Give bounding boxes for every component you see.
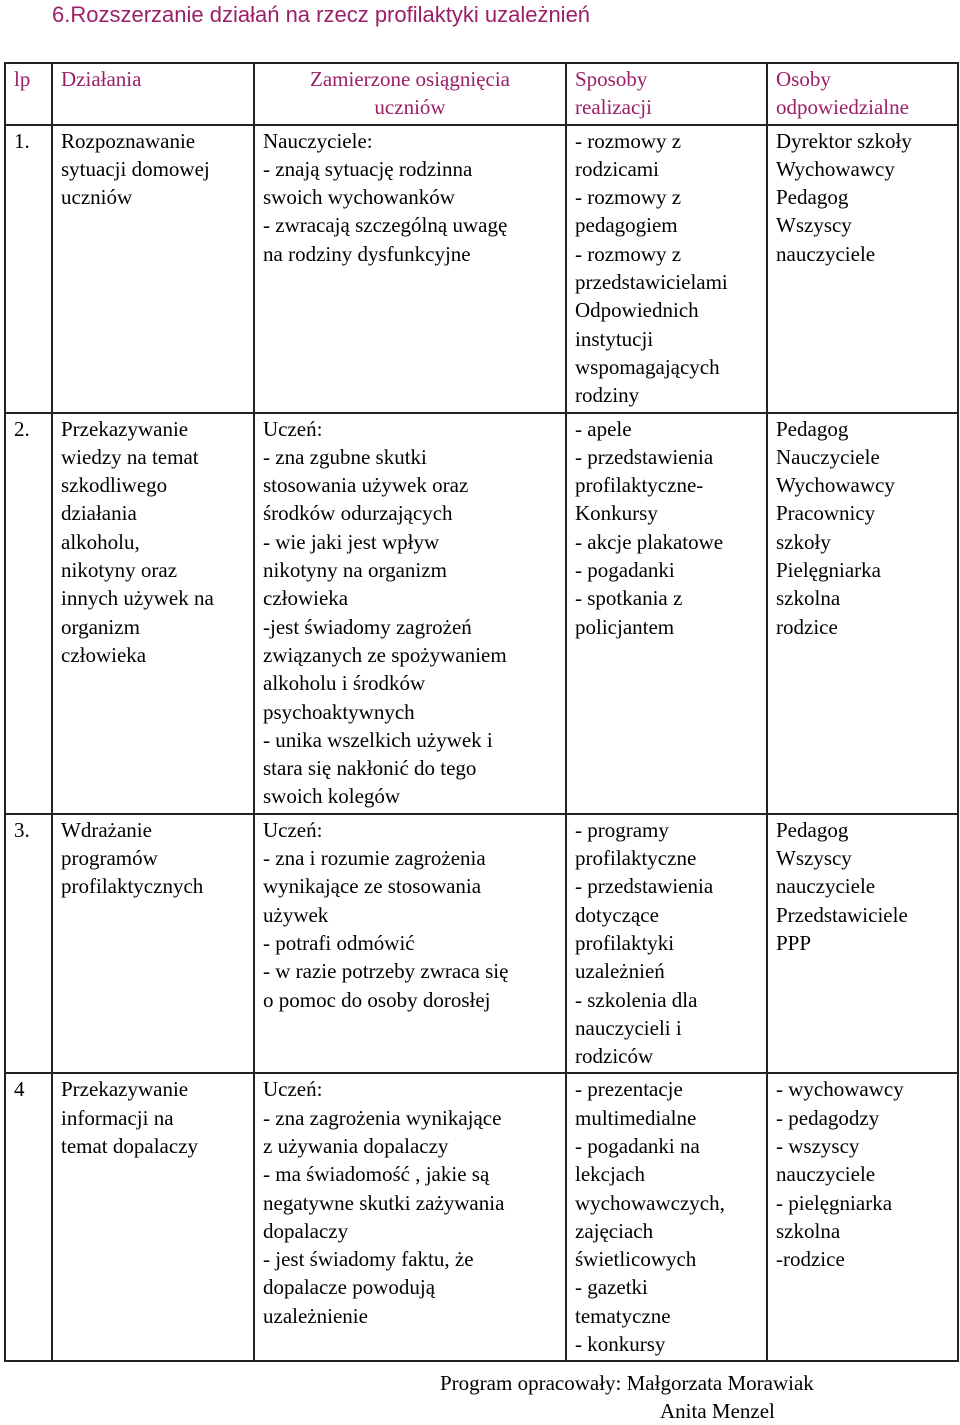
cell-responsible-line: Przedstawiciele <box>776 902 908 927</box>
cell-outcomes-line: swoich wychowanków <box>263 185 455 210</box>
cell-lp-value: 4 <box>14 1077 25 1102</box>
cell-action-line: temat dopalaczy <box>61 1133 199 1158</box>
cell-methods-line: lekcjach <box>575 1162 645 1187</box>
cell-outcomes-line: - ma świadomość , jakie są <box>263 1162 490 1187</box>
cell-responsible-line: Wychowawcy <box>776 156 895 181</box>
cell-outcomes-line: Uczeń: <box>263 1077 323 1102</box>
cell-methods-line: świetlicowych <box>575 1247 697 1272</box>
cell-action-line: Przekazywanie <box>61 1077 189 1102</box>
signature-line-second-author: Anita Menzel <box>660 1399 775 1423</box>
cell-outcomes-line: - jest świadomy faktu, że <box>263 1247 474 1272</box>
cell-action-line: człowieka <box>61 642 147 667</box>
cell-methods-line: - przedstawienia <box>575 874 714 899</box>
cell-methods-line: instytucji <box>575 326 654 351</box>
program-table <box>4 62 959 1362</box>
cell-responsible-line: Pedagog <box>776 416 849 441</box>
cell-methods-line: zajęciach <box>575 1218 654 1243</box>
table-row <box>5 125 958 413</box>
table-row <box>5 413 958 814</box>
cell-action-line: nikotyny oraz <box>61 558 178 583</box>
cell-responsible-line: - pedagodzy <box>776 1105 880 1130</box>
cell-outcomes-line: - zna zgubne skutki <box>263 444 427 469</box>
cell-methods-line: - gazetki <box>575 1275 648 1300</box>
cell-responsible-line: szkolna <box>776 1218 841 1243</box>
cell-outcomes-line: - zna i rozumie zagrożenia <box>263 846 486 871</box>
cell-responsible-line: -rodzice <box>776 1247 845 1272</box>
cell-methods-line: - rozmowy z <box>575 241 682 266</box>
cell-outcomes-line: Uczeń: <box>263 817 323 842</box>
cell-lp-value: 1. <box>14 128 30 153</box>
cell-methods <box>566 125 767 413</box>
cell-responsible <box>767 814 958 1074</box>
cell-action-line: Rozpoznawanie <box>61 128 196 153</box>
cell-action-line: programów <box>61 846 158 871</box>
cell-responsible-line: Pielęgniarka <box>776 558 881 583</box>
cell-methods-line: - rozmowy z <box>575 128 682 153</box>
cell-responsible-line: - pielęgniarka <box>776 1190 893 1215</box>
cell-action-line: alkoholu, <box>61 529 140 554</box>
cell-outcomes-line: psychoaktywnych <box>263 699 415 724</box>
cell-outcomes <box>254 814 566 1074</box>
cell-outcomes-line: o pomoc do osoby dorosłej <box>263 987 491 1012</box>
cell-outcomes-line: -jest świadomy zagrożeń <box>263 614 472 639</box>
cell-methods <box>566 814 767 1074</box>
cell-methods-line: wychowawczych, <box>575 1190 725 1215</box>
cell-outcomes-line: używek <box>263 902 329 927</box>
cell-responsible <box>767 125 958 413</box>
cell-methods <box>566 1073 767 1361</box>
cell-methods-line: uzależnień <box>575 959 665 984</box>
cell-lp-value: 3. <box>14 817 30 842</box>
cell-responsible-line: Nauczyciele <box>776 444 880 469</box>
header-outcomes: Zamierzone osiągnięcia uczniów <box>254 63 566 125</box>
header-lp: lp <box>5 63 52 125</box>
cell-outcomes-line: - wie jaki jest wpływ <box>263 529 440 554</box>
cell-methods-line: profilaktyczne <box>575 846 697 871</box>
signature-line-authors: Program opracowały: Małgorzata Morawiak <box>440 1371 814 1395</box>
cell-action-line: Przekazywanie <box>61 416 189 441</box>
cell-outcomes-line: wynikające ze stosowania <box>263 874 482 899</box>
cell-outcomes-line: związanych ze spożywaniem <box>263 642 507 667</box>
cell-methods-line: - pogadanki <box>575 558 675 583</box>
cell-outcomes-line: - unika wszelkich używek i <box>263 727 493 752</box>
cell-methods-line: - przedstawienia <box>575 444 714 469</box>
cell-methods-line: rodziny <box>575 383 640 408</box>
cell-outcomes-line: stara się nakłonić do tego <box>263 756 477 781</box>
cell-methods-line: dotyczące <box>575 902 659 927</box>
cell-methods-line: rodzicami <box>575 156 659 181</box>
cell-outcomes-line: - zna zagrożenia wynikające <box>263 1105 502 1130</box>
cell-outcomes-line: dopalacze powodują <box>263 1275 436 1300</box>
cell-methods-line: - pogadanki na <box>575 1133 700 1158</box>
cell-methods-line: profilaktyczne- <box>575 473 704 498</box>
cell-action-line: uczniów <box>61 185 133 210</box>
cell-responsible-line: Pedagog <box>776 817 849 842</box>
cell-methods-line: - prezentacje <box>575 1077 683 1102</box>
cell-action <box>52 1073 254 1361</box>
cell-lp <box>5 413 52 814</box>
cell-methods-line: rodziców <box>575 1044 654 1069</box>
cell-outcomes-line: środków odurzających <box>263 501 453 526</box>
cell-outcomes-line: z używania dopalaczy <box>263 1133 449 1158</box>
cell-methods-line: wspomagających <box>575 354 720 379</box>
cell-outcomes-line: Uczeń: <box>263 416 323 441</box>
cell-methods <box>566 413 767 814</box>
cell-methods-line: - konkursy <box>575 1332 666 1357</box>
cell-responsible-line: Wszyscy <box>776 846 852 871</box>
cell-methods-line: Odpowiednich <box>575 298 699 323</box>
page-title: 6.Rozszerzanie działań na rzecz profilaktyki uzależnień <box>52 2 591 27</box>
cell-action-line: działania <box>61 501 137 526</box>
cell-action-line: informacji na <box>61 1105 174 1130</box>
cell-action-line: wiedzy na temat <box>61 444 199 469</box>
cell-outcomes <box>254 413 566 814</box>
cell-responsible-line: - wychowawcy <box>776 1077 904 1102</box>
cell-methods-line: policjantem <box>575 614 675 639</box>
cell-outcomes-line: dopalaczy <box>263 1218 349 1243</box>
cell-outcomes-line: - znają sytuację rodzinna <box>263 156 473 181</box>
cell-responsible-line: PPP <box>776 930 812 955</box>
cell-methods-line: Konkursy <box>575 501 658 526</box>
cell-methods-line: - spotkania z <box>575 586 683 611</box>
cell-methods-line: - szkolenia dla <box>575 987 698 1012</box>
cell-action-line: innych używek na <box>61 586 214 611</box>
cell-action-line: szkodliwego <box>61 473 168 498</box>
cell-methods-line: multimedialne <box>575 1105 697 1130</box>
cell-responsible-line: nauczyciele <box>776 874 876 899</box>
cell-outcomes-line: na rodziny dysfunkcyjne <box>263 241 471 266</box>
signature <box>440 1369 814 1425</box>
cell-methods-line: - programy <box>575 817 669 842</box>
cell-responsible-line: Dyrektor szkoły <box>776 128 912 153</box>
cell-methods-line: tematyczne <box>575 1303 671 1328</box>
cell-outcomes-line: człowieka <box>263 586 349 611</box>
cell-action <box>52 413 254 814</box>
cell-responsible-line: nauczyciele <box>776 241 876 266</box>
table-header-row <box>5 63 958 125</box>
cell-responsible <box>767 1073 958 1361</box>
cell-responsible <box>767 413 958 814</box>
table-row <box>5 1073 958 1361</box>
cell-outcomes-line: stosowania używek oraz <box>263 473 469 498</box>
cell-outcomes-line: - zwracają szczególną uwagę <box>263 213 508 238</box>
cell-responsible-line: rodzice <box>776 614 838 639</box>
cell-lp <box>5 1073 52 1361</box>
cell-methods-line: pedagogiem <box>575 213 678 238</box>
cell-methods-line: nauczycieli i <box>575 1015 682 1040</box>
cell-action-line: Wdrażanie <box>61 817 152 842</box>
cell-responsible-line: Pracownicy <box>776 501 876 526</box>
cell-responsible-line: Wszyscy <box>776 213 852 238</box>
cell-lp <box>5 814 52 1074</box>
cell-outcomes-line: - w razie potrzeby zwraca się <box>263 959 509 984</box>
cell-outcomes-line: swoich kolegów <box>263 784 401 809</box>
header-methods: Sposoby realizacji <box>566 63 767 125</box>
cell-responsible-line: szkolna <box>776 586 841 611</box>
table-row <box>5 814 958 1074</box>
cell-methods-line: przedstawicielami <box>575 270 728 295</box>
cell-outcomes-line: negatywne skutki zażywania <box>263 1190 505 1215</box>
cell-responsible-line: Pedagog <box>776 185 849 210</box>
cell-responsible-line: nauczyciele <box>776 1162 876 1187</box>
cell-action-line: profilaktycznych <box>61 874 204 899</box>
cell-methods-line: - akcje plakatowe <box>575 529 724 554</box>
cell-outcomes-line: uzależnienie <box>263 1303 368 1328</box>
cell-outcomes-line: Nauczyciele: <box>263 128 373 153</box>
header-responsible: Osoby odpowiedzialne <box>767 63 958 125</box>
cell-action-line: sytuacji domowej <box>61 156 210 181</box>
cell-responsible-line: szkoły <box>776 529 831 554</box>
cell-action-line: organizm <box>61 614 140 639</box>
cell-responsible-line: Wychowawcy <box>776 473 895 498</box>
cell-lp-value: 2. <box>14 416 30 441</box>
cell-methods-line: profilaktyki <box>575 930 675 955</box>
cell-outcomes <box>254 125 566 413</box>
cell-methods-line: - apele <box>575 416 632 441</box>
cell-action <box>52 125 254 413</box>
cell-action <box>52 814 254 1074</box>
cell-outcomes-line: nikotyny na organizm <box>263 558 447 583</box>
cell-outcomes-line: alkoholu i środków <box>263 671 426 696</box>
cell-methods-line: - rozmowy z <box>575 185 682 210</box>
header-actions: Działania <box>52 63 254 125</box>
cell-lp <box>5 125 52 413</box>
cell-outcomes-line: - potrafi odmówić <box>263 930 415 955</box>
cell-outcomes <box>254 1073 566 1361</box>
cell-responsible-line: - wszyscy <box>776 1133 860 1158</box>
